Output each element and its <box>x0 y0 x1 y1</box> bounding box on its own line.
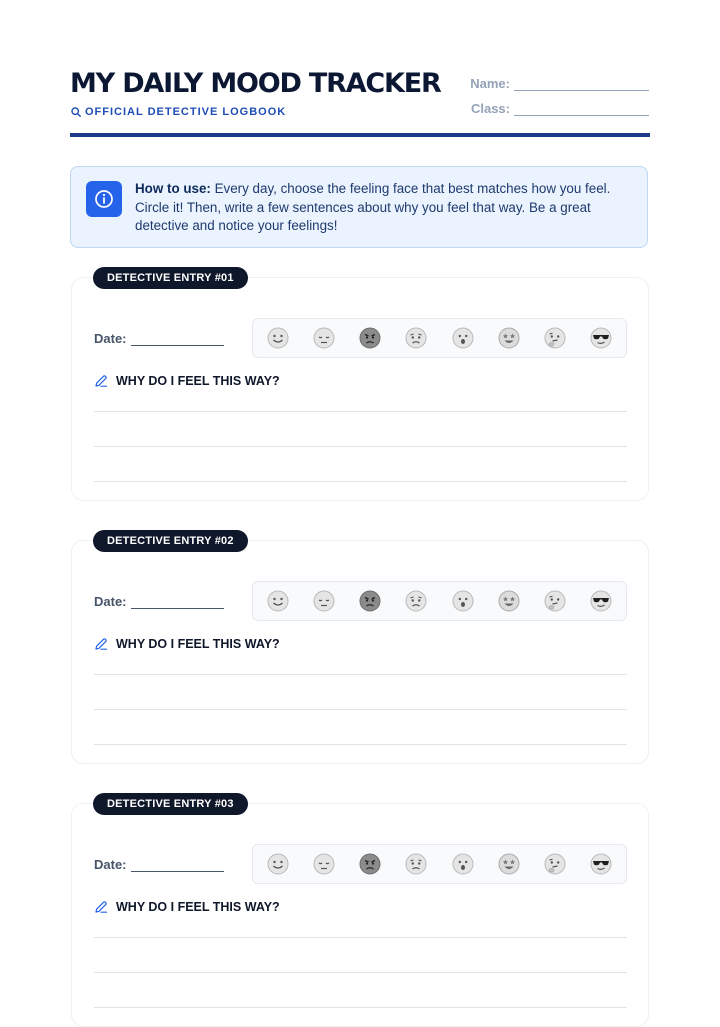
class-field[interactable] <box>471 101 649 116</box>
why-label: WHY DO I FEEL THIS WAY? <box>116 637 280 651</box>
header-divider <box>70 133 650 137</box>
why-label: WHY DO I FEEL THIS WAY? <box>116 374 280 388</box>
angry-face-icon[interactable] <box>359 590 381 612</box>
instructions-lead: How to use: <box>135 181 211 196</box>
pencil-icon <box>94 374 108 388</box>
date-field[interactable] <box>94 331 224 346</box>
name-line <box>514 79 649 91</box>
thinking-face-icon[interactable] <box>544 327 566 349</box>
writing-line[interactable] <box>94 411 627 412</box>
angry-face-icon[interactable] <box>359 327 381 349</box>
writing-line[interactable] <box>94 1007 627 1008</box>
date-field[interactable] <box>94 857 224 872</box>
thinking-face-icon[interactable] <box>544 590 566 612</box>
writing-line[interactable] <box>94 709 627 710</box>
mood-selector[interactable] <box>252 844 627 884</box>
date-line <box>131 334 224 346</box>
writing-line[interactable] <box>94 972 627 973</box>
why-heading <box>94 900 280 914</box>
class-label: Class: <box>470 101 510 116</box>
entry-badge: DETECTIVE ENTRY #02 <box>93 530 248 552</box>
surprised-face-icon[interactable] <box>452 327 474 349</box>
date-line <box>131 860 224 872</box>
happy-face-icon[interactable] <box>267 327 289 349</box>
date-line <box>131 597 224 609</box>
thinking-face-icon[interactable] <box>544 853 566 875</box>
sad-face-icon[interactable] <box>313 590 335 612</box>
search-icon <box>71 107 81 117</box>
pencil-icon <box>94 637 108 651</box>
entry-badge: DETECTIVE ENTRY #03 <box>93 793 248 815</box>
mood-selector[interactable] <box>252 318 627 358</box>
entry-card <box>71 803 649 1027</box>
subtitle-text: OFFICIAL DETECTIVE LOGBOOK <box>85 106 287 118</box>
angry-face-icon[interactable] <box>359 853 381 875</box>
page-title: MY DAILY MOOD TRACKER <box>70 68 441 99</box>
class-line <box>514 104 649 116</box>
sad-face-icon[interactable] <box>313 327 335 349</box>
cool-face-icon[interactable] <box>590 327 612 349</box>
date-label: Date: <box>94 594 127 609</box>
name-label: Name: <box>470 76 510 91</box>
star-struck-face-icon[interactable] <box>498 590 520 612</box>
pencil-icon <box>94 900 108 914</box>
happy-face-icon[interactable] <box>267 590 289 612</box>
date-label: Date: <box>94 331 127 346</box>
entry-card <box>71 540 649 764</box>
why-heading <box>94 374 280 388</box>
worried-face-icon[interactable] <box>405 590 427 612</box>
worried-face-icon[interactable] <box>405 327 427 349</box>
star-struck-face-icon[interactable] <box>498 327 520 349</box>
date-label: Date: <box>94 857 127 872</box>
entry-card <box>71 277 649 501</box>
instructions-text <box>135 180 635 236</box>
writing-line[interactable] <box>94 674 627 675</box>
subtitle <box>71 106 286 118</box>
worried-face-icon[interactable] <box>405 853 427 875</box>
why-label: WHY DO I FEEL THIS WAY? <box>116 900 280 914</box>
cool-face-icon[interactable] <box>590 853 612 875</box>
sad-face-icon[interactable] <box>313 853 335 875</box>
instructions-box <box>70 166 648 248</box>
why-heading <box>94 637 280 651</box>
writing-line[interactable] <box>94 446 627 447</box>
surprised-face-icon[interactable] <box>452 590 474 612</box>
mood-selector[interactable] <box>252 581 627 621</box>
instructions-body: Every day, choose the feeling face that best matches how you feel. Circle it! Then, write a few sentences about why you feel that way. Be a great detective and notice your feelings! <box>135 181 611 233</box>
entry-badge: DETECTIVE ENTRY #01 <box>93 267 248 289</box>
writing-line[interactable] <box>94 481 627 482</box>
name-field[interactable] <box>470 76 649 91</box>
info-icon <box>86 181 122 217</box>
surprised-face-icon[interactable] <box>452 853 474 875</box>
writing-line[interactable] <box>94 744 627 745</box>
cool-face-icon[interactable] <box>590 590 612 612</box>
date-field[interactable] <box>94 594 224 609</box>
star-struck-face-icon[interactable] <box>498 853 520 875</box>
writing-line[interactable] <box>94 937 627 938</box>
happy-face-icon[interactable] <box>267 853 289 875</box>
